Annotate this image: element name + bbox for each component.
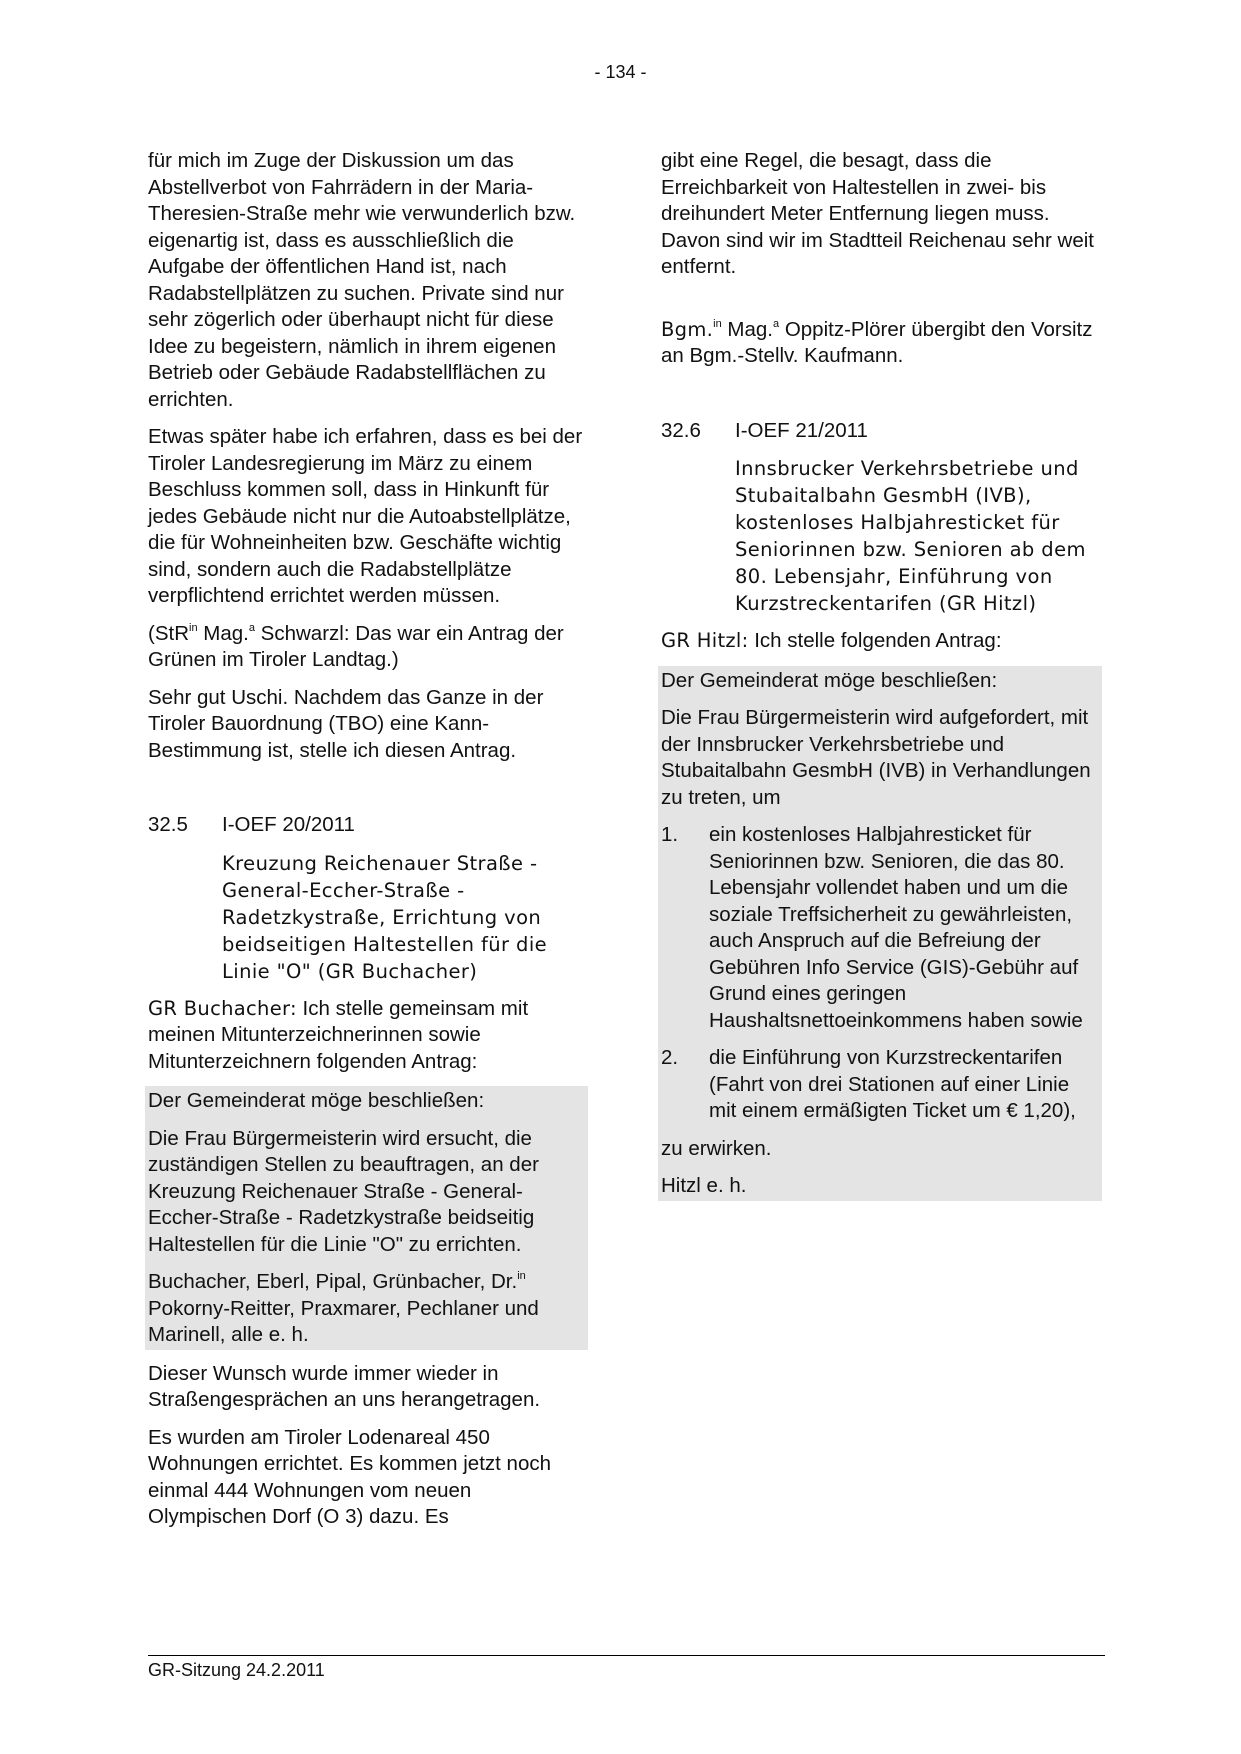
list-item — [661, 822, 1099, 1034]
paragraph: Dieser Wunsch wurde immer wieder in Straßengesprächen an uns herangetragen. — [148, 1361, 541, 1411]
agenda-item-heading — [661, 418, 1102, 445]
motion-signers: Buchacher, Eberl, Pipal, Grünbacher, Dr.$^{in}$ Pokorny-Reitter, Praxmarer, Pechlaner und Marinell, alle e. h. — [148, 1270, 539, 1346]
left-column — [148, 148, 588, 1542]
paragraph: für mich im Zuge der Diskussion um das Abstellverbot von Fahrrädern in der Maria-Theresien-Straße mehr wie verwunderlich bzw. eigenartig ist, dass es ausschließlich die Aufgabe der öffentlichen Hand ist, nach Radabstellplätzen zu suchen. Private sind nur sehr zögerlich oder überhaupt nicht für diese Idee zu begeistern, nämlich in ihrem eigenen Betrieb oder Gebäude Radabstellflächen zu errichten. — [148, 149, 576, 411]
interjection: (StR$^{in}$ Mag.$^a$ Schwarzl: Das war ein Antrag der Grünen im Tiroler Landtag.) — [148, 621, 564, 671]
footer-session: GR-Sitzung 24.2.2011 — [148, 1660, 325, 1680]
agenda-item-number: 32.6 — [661, 418, 701, 442]
paragraph: gibt eine Regel, die besagt, dass die Erreichbarkeit von Haltestellen in zwei- bis dreihundert Meter Entfernung liegen muss. Davon sind wir im Stadtteil Reichenau sehr weit entfernt. — [661, 149, 1094, 278]
speaker-label: GR Buchacher: — [148, 996, 297, 1020]
motion-text: Die Frau Bürgermeisterin wird ersucht, die zuständigen Stellen zu beauftragen, an der Kreuzung Reichenauer Straße - General-Eccher-Straße - Radetzkystraße beidseitig Haltestellen für die Linie "O" zu errichten. — [148, 1126, 539, 1256]
page-number: - 134 - — [594, 62, 647, 82]
agenda-item-heading — [148, 812, 588, 839]
paragraph: Es wurden am Tiroler Lodenareal 450 Wohnungen errichtet. Es kommen jetzt noch einmal 444 Wohnungen vom neuen Olympischen Dorf (O 3) dazu. Es — [148, 1425, 551, 1528]
paragraph: Sehr gut Uschi. Nachdem das Ganze in der Tiroler Bauordnung (TBO) eine Kann-Bestimmung ist, stelle ich diesen Antrag. — [148, 685, 544, 762]
agenda-item-code: I-OEF 20/2011 — [222, 813, 355, 836]
paragraph: Etwas später habe ich erfahren, dass es bei der Tiroler Landesregierung im März zu einem Beschluss kommen soll, dass in Hinkunft für jedes Gebäude nicht nur die Autoabstellplätze, die für Wohneinheiten bzw. Geschäfte wichtig sind, sondern auch die Radabstellplätze verpflichtend errichtet werden müssen. — [148, 425, 583, 607]
motion-intro: Der Gemeinderat möge beschließen: — [661, 668, 998, 692]
motion-intro: Der Gemeinderat möge beschließen: — [148, 1089, 485, 1112]
footer-divider — [148, 1655, 1105, 1656]
motion-box — [145, 1086, 588, 1350]
motion-text: Die Frau Bürgermeisterin wird aufgefordert, mit der Innsbrucker Verkehrsbetriebe und Stubaitalbahn GesmbH (IVB) in Verhandlungen zu treten, um — [661, 706, 1091, 809]
speaker-statement: GR Hitzl: Ich stelle folgenden Antrag: — [661, 629, 1002, 652]
speaker-statement: GR Buchacher: Ich stelle gemeinsam mit meinen Mitunterzeichnerinnen sowie Mitunterzeichnern folgenden Antrag: — [148, 996, 529, 1073]
motion-signer: Hitzl e. h. — [661, 1174, 747, 1197]
list-item — [661, 1045, 1099, 1125]
agenda-item-number: 32.5 — [148, 813, 188, 836]
speaker-label: GR Hitzl: — [661, 629, 749, 652]
chair-handover: Bgm.$^{in}$ Mag.$^a$ Oppitz-Plörer übergibt den Vorsitz an Bgm.-Stellv. Kaufmann. — [661, 317, 1093, 367]
motion-box — [658, 666, 1102, 1201]
agenda-item-code: I-OEF 21/2011 — [735, 418, 868, 442]
agenda-item-title: Innsbrucker Verkehrsbetriebe und Stubaitalbahn GesmbH (IVB), kostenloses Halbjahresticket für Seniorinnen bzw. Senioren ab dem 80. Lebensjahr, Einführung von Kurzstreckentarifen (GR Hitzl) — [735, 457, 1086, 615]
list-text: die Einführung von Kurzstreckentarifen (Fahrt von drei Stationen auf einer Linie mit einem ermäßigten Ticket um € 1,20), — [709, 1046, 1076, 1122]
list-number: 2. — [661, 1046, 679, 1069]
motion-closing: zu erwirken. — [661, 1136, 772, 1160]
agenda-item-title: Kreuzung Reichenauer Straße - General-Eccher-Straße - Radetzkystraße, Errichtung von beidseitigen Haltestellen für die Linie "O" (GR Buchacher) — [222, 851, 548, 983]
list-number: 1. — [661, 823, 679, 846]
right-column — [661, 148, 1102, 1201]
list-text: ein kostenloses Halbjahresticket für Seniorinnen bzw. Senioren, die das 80. Lebensjahr vollendet haben und um die soziale Treffsicherheit zu gewährleisten, auch Anspruch auf die Befreiung der Gebühren Info Service (GIS)-Gebühr auf Grund eines geringen Haushaltsnettoeinkommens haben sowie — [709, 823, 1083, 1032]
